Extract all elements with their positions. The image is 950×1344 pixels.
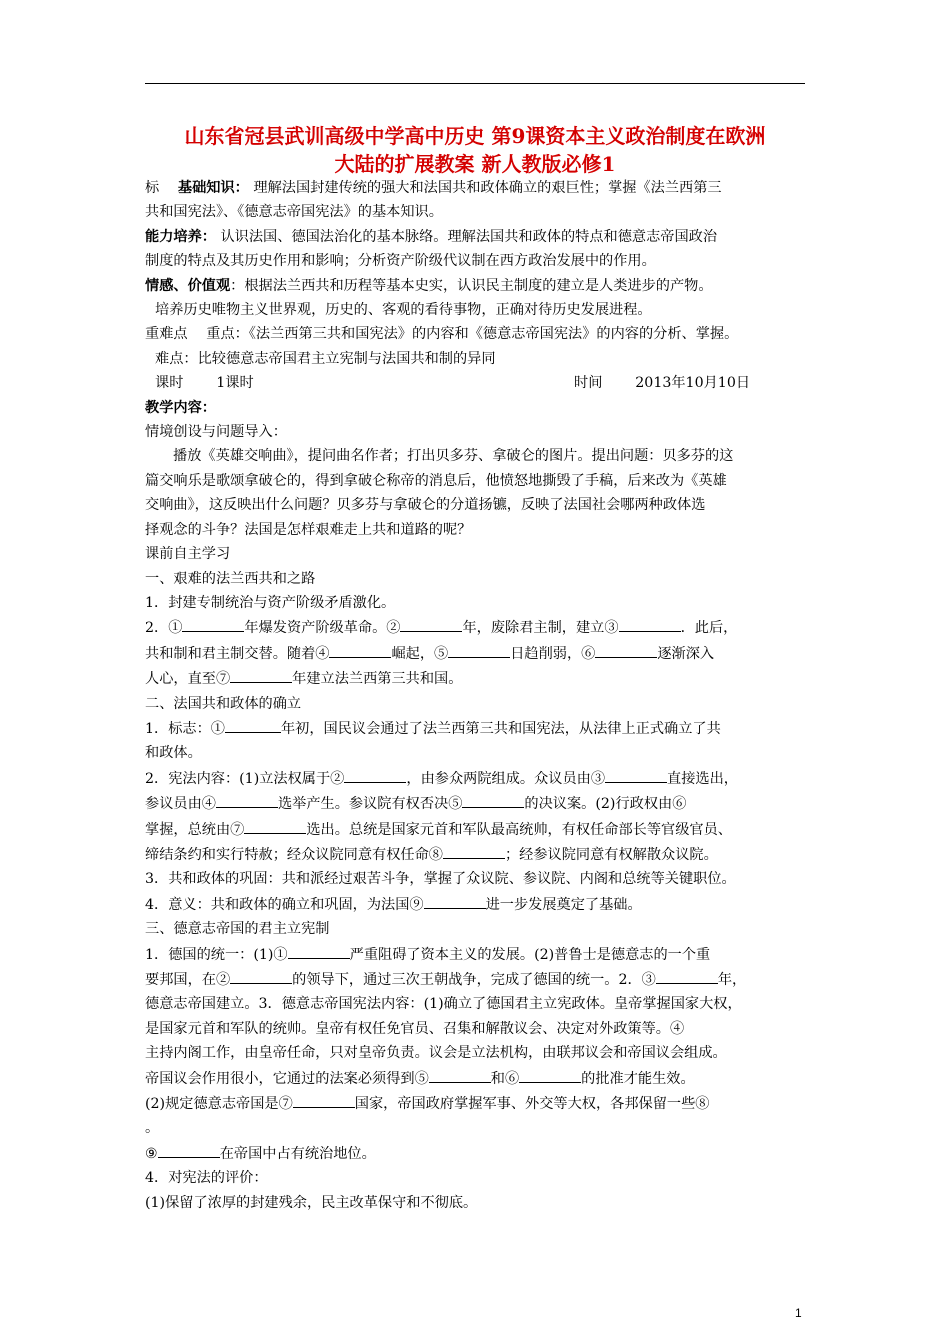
goal-knowledge: 标 基础知识： 理解法国封建传统的强大和法国共和政体确立的艰巨性；掌握《法兰西第三: [145, 180, 722, 196]
goal-ability: 能力培养： 认识法国、德国法治化的基本脉络。理解法国共和政体的特点和德意志帝国政治: [145, 228, 718, 245]
blank-field: [230, 666, 292, 683]
blank-field: [619, 615, 681, 632]
goal-ability-cont: 制度的特点及其历史作用和影响；分析资产阶级代议制在西方政治发展中的作用。: [145, 253, 656, 270]
goal-knowledge-cont: 共和国宪法》、《德意志帝国宪法》的基本知识。: [145, 204, 443, 221]
title-line-1: 山东省冠县武训高级中学高中历史 第9课资本主义政治制度在欧洲: [184, 124, 766, 148]
blank-field: [656, 967, 718, 984]
blank-field: [595, 641, 657, 658]
content-heading: 教学内容：: [145, 399, 216, 416]
blank-field: [344, 766, 406, 783]
intro-paragraph: 播放《英雄交响曲》，提问曲名作者；打出贝多芬、拿破仑的图片。提出问题：贝多芬的这: [173, 448, 734, 465]
page-number: 1: [795, 1306, 802, 1320]
blank-field: [158, 1141, 220, 1158]
schedule-row: 课时 1课时 时间 2013年10月10日: [155, 375, 751, 392]
title-line-2: 大陆的扩展教案 新人教版必修1: [334, 152, 616, 176]
blank-field: [519, 1066, 581, 1083]
difficulty-hard: 难点：比较德意志帝国君主立宪制与法国共和制的异同: [155, 350, 496, 367]
blank-field: [230, 967, 292, 984]
blank-field: [244, 817, 306, 834]
goal-emotion: 情感、价值观：根据法兰西共和历程等基本史实，认识民主制度的建立是人类进步的产物。: [145, 277, 713, 294]
header-rule: [145, 83, 805, 84]
page-title: [145, 122, 805, 178]
blank-field: [225, 716, 281, 733]
self-study-heading: 课前自主学习: [145, 546, 231, 563]
blank-field: [462, 791, 524, 808]
blank-field: [329, 641, 391, 658]
goal-emotion-cont: 培养历史唯物主义世界观，历史的、客观的看待事物，正确对待历史发展进程。: [155, 302, 652, 319]
blank-field: [448, 641, 510, 658]
blank-field: [605, 766, 667, 783]
blank-field: [443, 842, 505, 859]
blank-field: [429, 1066, 491, 1083]
blank-field: [293, 1091, 355, 1108]
blank-field: [288, 942, 350, 959]
section-3-title: 三、德意志帝国的君主立宪制: [145, 921, 330, 938]
document-body: 标 基础知识： 理解法国封建传统的强大和法国共和政体确立的艰巨性；掌握《法兰西第三 共和国宪法》、《德意志帝国宪法》的基本知识。 能力培养： 认识法国、德国法治化的基本脉络。理解法国共和政体的特点和德意志帝国政治 制度的特点及其历史作用和影响；分析资产阶级代议制在西方政治发展中的作用。 情感、价值观：根据法兰西共和历程等基本史实，认识民主制度的建立是人类进步的产物。 培养历史唯物主义世界观，历史的、客观的看待事物，正确对待历史发展进程。 重难点 重点：《法兰西第三共和国宪法》的内容和《德意志帝国宪法》的内容的分析、掌握。 难点：比较德意志帝国君主立宪制与法国共和制的异同 课时 1课时 时间 2013年10月10日 教学内容： 情境创设与问题导入： 播放《英雄交响曲》，提问曲名作者；打出贝多芬、拿破仑的图片。提出问题：贝多芬的这 篇交响乐是歌颂拿破仑的，得到拿破仑称帝的消息后，他愤怒地撕毁了手稿，后来改为《英雄 交响曲》，这反映出什么问题？贝多芬与拿破仑的分道扬镳，反映了法国社会哪两种政体选 择观念的斗争？法国是怎样艰难走上共和道路的呢？ 课前自主学习 一、艰难的法兰西共和之路 1．封建专制统治与资产阶级矛盾激化。 2．① 年爆发资产阶级革命。② 年，废除君主制，建立③ ．此后， 共和制和君主制交替。随着④ 崛起，⑤ 日趋削弱，⑥ 逐渐深入 人心，直至⑦ 年建立法兰西第三共和国。 二、法国共和政体的确立 1．标志：① 年初，国民议会通过了法兰西第三共和国宪法，从法律上正式确立了共 和政体。 2．宪法内容：(1)立法权属于② ，由参众两院组成。众议员由③ 直接选出， 参议员由④ 选举产生。参议院有权否决⑤ 的决议案。(2)行政权由⑥ 掌握，总统由⑦ 选出。总统是国家元首和军队最高统帅，有权任命部长等官级官员、 缔结条约和实行特赦；经众议院同意有权任命⑧ ；经参议院同意有权解散众议院。 3．共和政体的巩固：共和派经过艰苦斗争，掌握了众议院、参议院、内阁和总统等关键职位。 4．意义：共和政体的确立和巩固，为法国⑨ 进一步发展奠定了基础。 三、德意志帝国的君主立宪制 1．德国的统一：(1)① 严重阻碍了资本主义的发展。(2)普鲁士是德意志的一个重 要邦国，在② 的领导下，通过三次王朝战争，完成了德国的统一。2．③ 年， 德意志帝国建立。3．德意志帝国宪法内容：(1)确立了德国君主立宪政体。皇帝掌握国家大权， 是国家元首和军队的统帅。皇帝有权任免官员、召集和解散议会、决定对外政策等。④ 主持内阁工作，由皇帝任命，只对皇帝负责。议会是立法机构，由联邦议会和帝国议会组成。 帝国议会作用很小，它通过的法案必须得到⑤ 和⑥ 的批准才能生效。 (2)规定德意志帝国是⑦ 国家，帝国政府掌握军事、外交等大权，各邦保留一些⑧ 。 ⑨ 在帝国中占有统治地位。 4．对宪法的评价： (1)保留了浓厚的封建残余，民主改革保守和不彻底。: [145, 176, 807, 1215]
blank-field: [400, 615, 462, 632]
section-2-title: 二、法国共和政体的确立: [145, 695, 302, 712]
intro-label: 情境创设与问题导入：: [145, 424, 287, 441]
difficulty-key: 重难点 重点：《法兰西第三共和国宪法》的内容和《德意志帝国宪法》的内容的分析、掌握。: [145, 326, 739, 343]
blank-field: [182, 615, 244, 632]
blank-field: [424, 892, 486, 909]
section-1-title: 一、艰难的法兰西共和之路: [145, 570, 316, 587]
blank-field: [216, 791, 278, 808]
